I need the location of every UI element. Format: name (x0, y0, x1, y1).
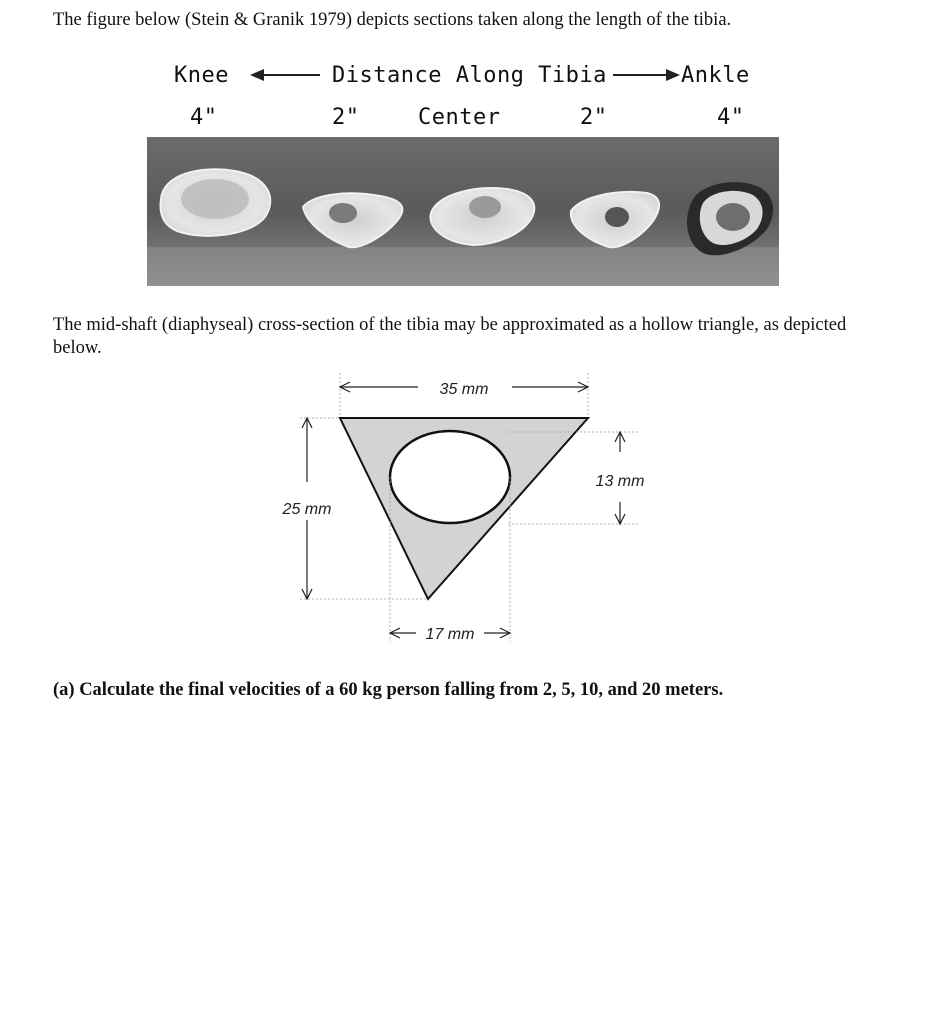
position-label: 4" (717, 105, 745, 130)
bone-section (161, 169, 271, 236)
cross-section-diagram (250, 370, 670, 660)
position-label: 4" (190, 105, 218, 130)
question-a: (a) Calculate the final velocities of a 60 kg person falling from 2, 5, 10, and 20 meters. (53, 680, 724, 700)
height-label: 25 mm (282, 501, 332, 518)
position-label: 2" (332, 105, 360, 130)
hole-label: 13 mm (595, 473, 645, 490)
tibia-sections-photo (147, 137, 779, 286)
intro-text: The figure below (Stein & Granik 1979) depicts sections taken along the length of the tibia. (53, 10, 732, 30)
hole-ellipse (390, 431, 510, 523)
offset-label: 17 mm (425, 626, 475, 643)
position-label: Center (418, 105, 501, 130)
ankle-label: Ankle (681, 63, 750, 88)
knee-label: Knee (174, 63, 229, 88)
tibia-figure-labels (0, 0, 939, 140)
width-label: 35 mm (439, 381, 489, 398)
axis-label: Distance Along Tibia (332, 63, 607, 88)
paragraph-2: The mid-shaft (diaphyseal) cross-section of the tibia may be approximated as a hollow triangle, as depicted below. (53, 315, 847, 358)
position-label: 2" (580, 105, 608, 130)
